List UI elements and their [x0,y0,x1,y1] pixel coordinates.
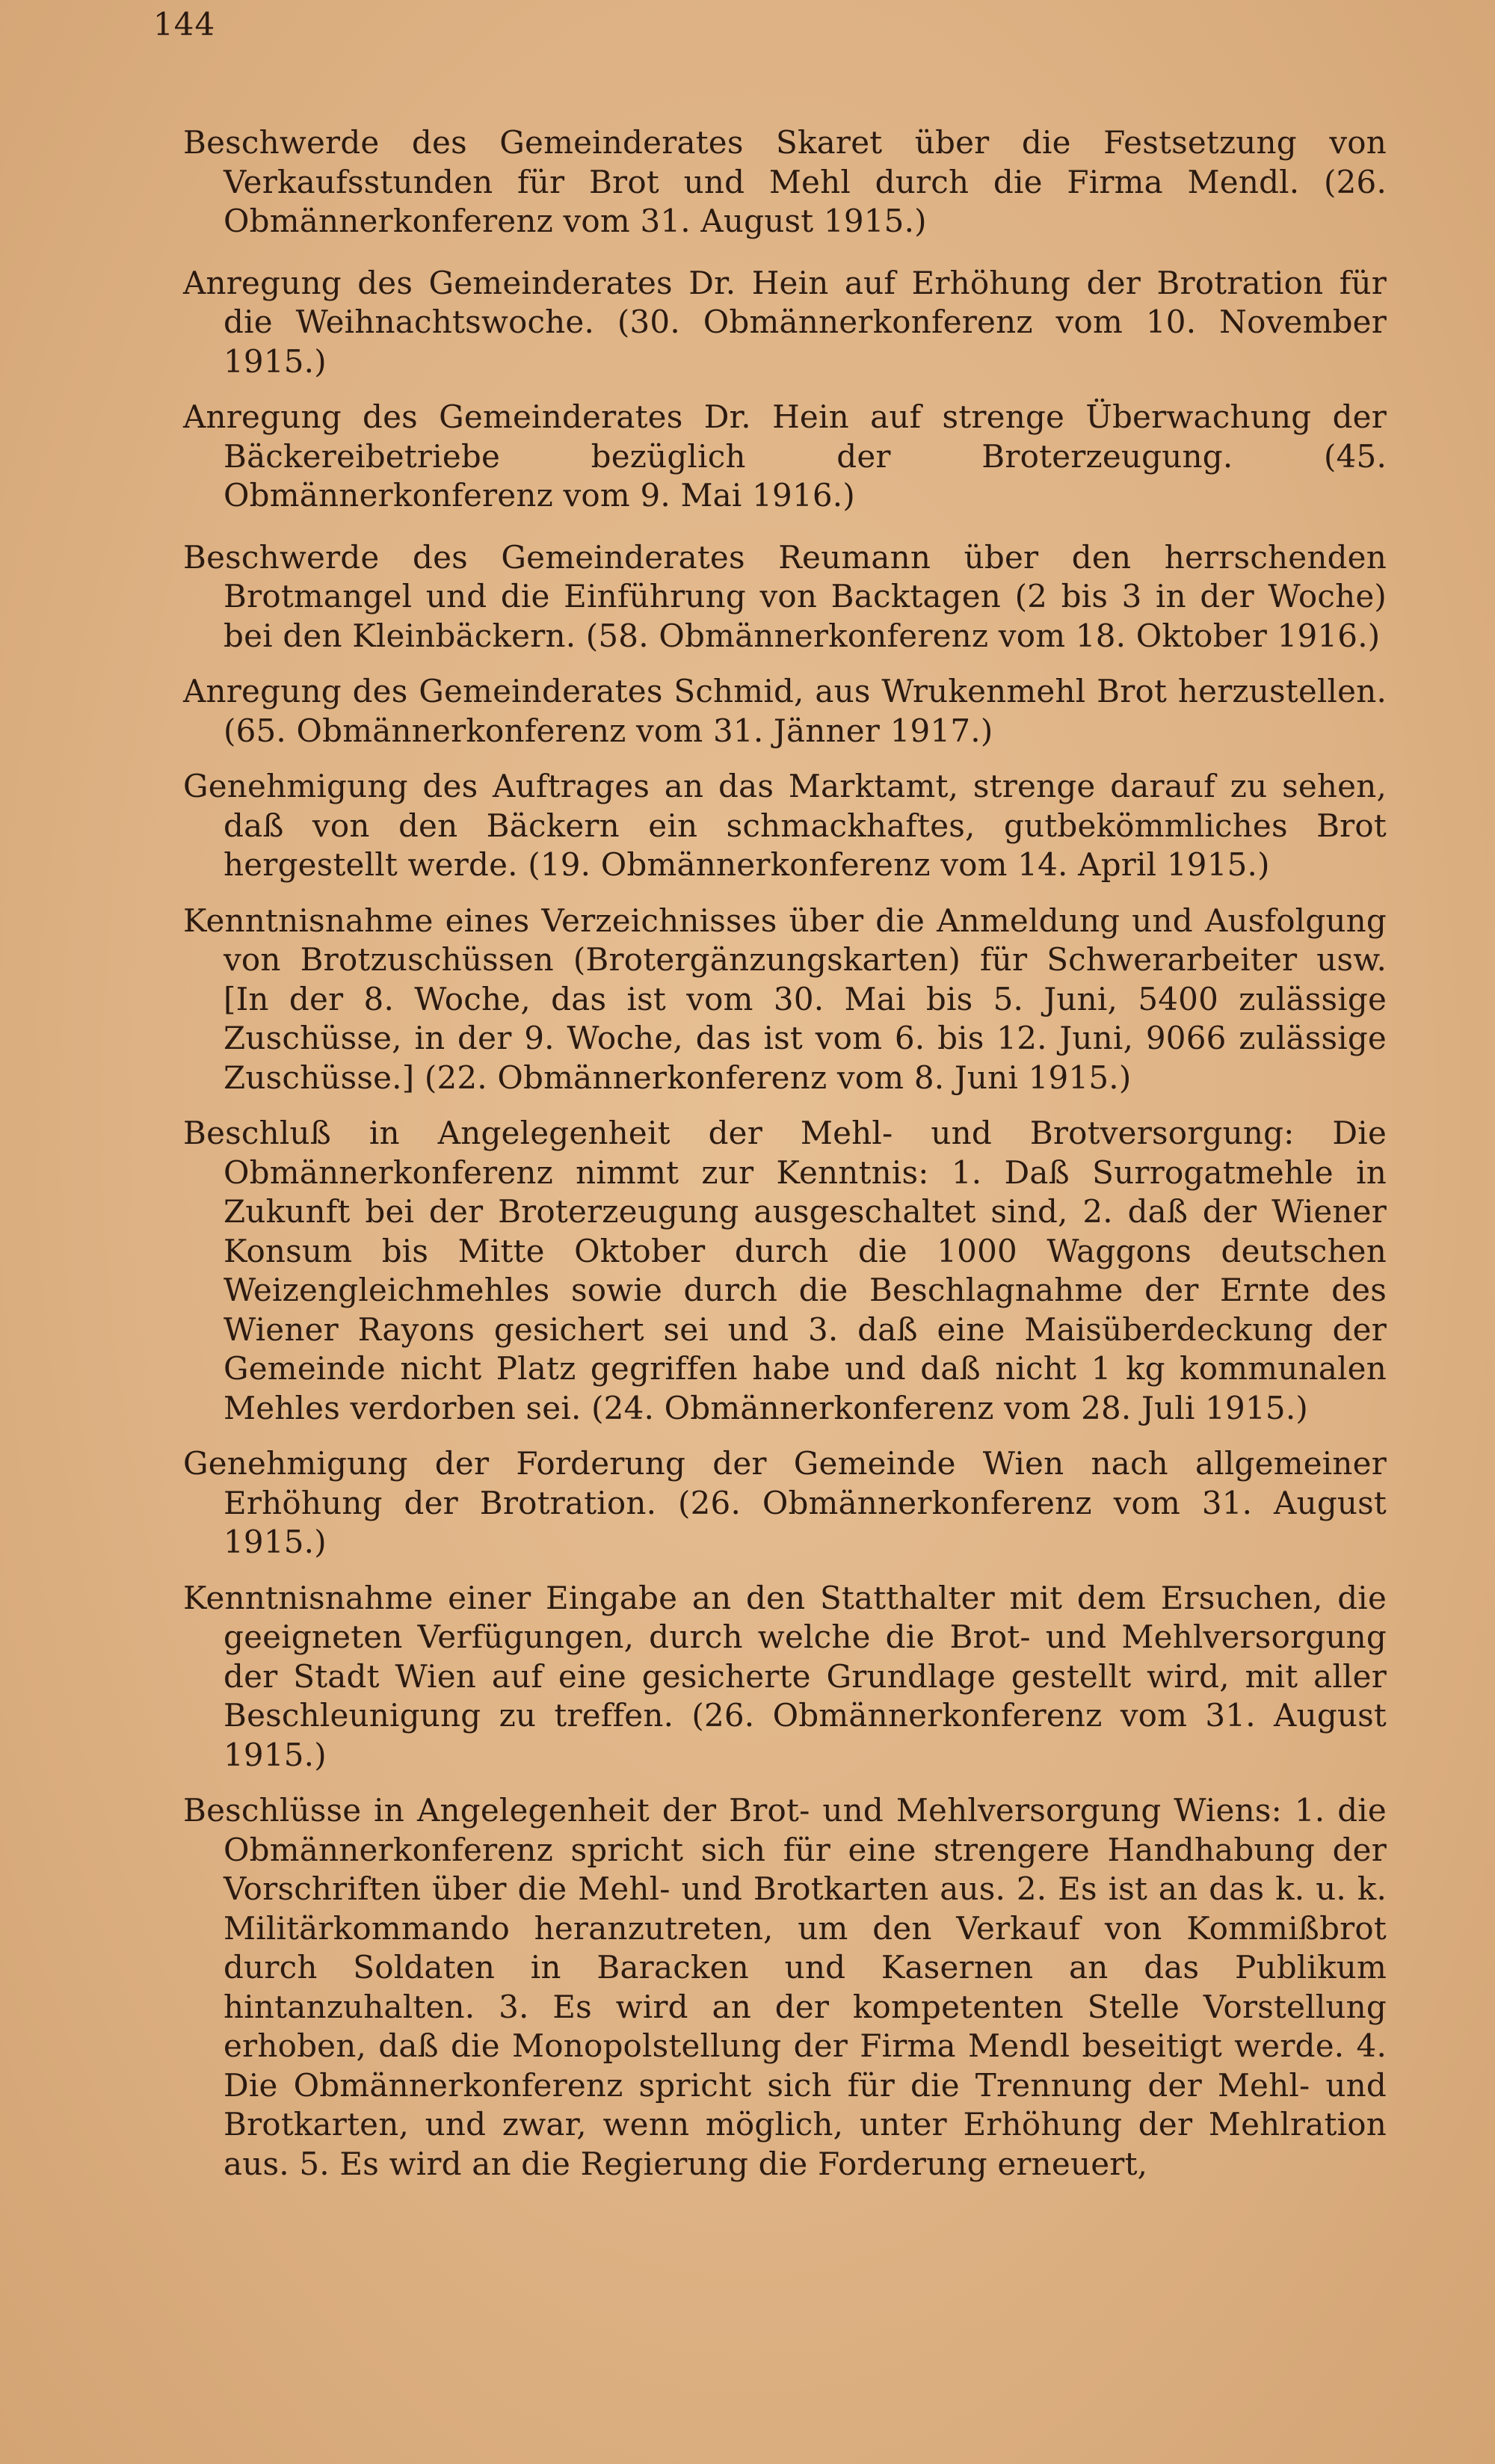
page-number: 144 [153,6,216,43]
entry-10: Kenntnisnahme einer Eingabe an den Statthalter mit dem Ersuchen, die geeigneten Verfügungen, durch welche die Brot- und Mehlversorgung der Stadt Wien auf eine gesicherte Grundlage gestellt wird, mit aller Beschleunigung zu treffen. (26. Obmännerkonferenz vom 31. August 1915.) [183,1579,1387,1773]
entry-8: Beschluß in Angelegenheit der Mehl- und Brotversorgung: Die Obmännerkonferenz nimmt zur Kenntnis: 1. Daß Surrogatmehle in Zukunft bei der Broterzeugung ausgeschaltet sind, 2. daß der Wiener Konsum bis Mitte Oktober durch die 1000 Waggons deutschen Weizengleichmehles sowie durch die Beschlagnahme der Ernte des Wiener Rayons gesichert sei und 3. daß eine Maisüberdeckung der Gemeinde nicht Platz gegriffen habe und daß nicht 1 kg kommunalen Mehles verdorben sei. (24. Obmännerkonferenz vom 28. Juli 1915.) [183,1115,1387,1426]
entry-11: Beschlüsse in Angelegenheit der Brot- und Mehlversorgung Wiens: 1. die Obmännerkonferenz spricht sich für eine strengere Handhabung der Vorschriften über die Mehl- und Brotkarten aus. 2. Es ist an das k. u. k. Militärkommando heranzutreten, um den Verkauf von Kommißbrot durch Soldaten in Baracken und Kasernen an das Publikum hintanzuhalten. 3. Es wird an der kompetenten Stelle Vorstellung erhoben, daß die Monopolstellung der Firma Mendl beseitigt werde. 4. Die Obmännerkonferenz spricht sich für die Trennung der Mehl- und Brotkarten, und zwar, wenn möglich, unter Erhöhung der Mehlration aus. 5. Es wird an die Regierung die Forderung erneuert, [183,1792,1387,2182]
entry-9: Genehmigung der Forderung der Gemeinde Wien nach allgemeiner Erhöhung der Brotration. (26. Obmännerkonferenz vom 31. August 1915.) [183,1445,1387,1560]
entry-7: Kenntnisnahme eines Verzeichnisses über die Anmeldung und Ausfolgung von Brotzuschüssen (Brotergänzungskarten) für Schwerarbeiter usw. [In der 8. Woche, das ist vom 30. Mai bis 5. Juni, 5400 zulässige Zuschüsse, in der 9. Woche, das ist vom 6. bis 12. Juni, 9066 zulässige Zuschüsse.] (22. Obmännerkonferenz vom 8. Juni 1915.) [183,902,1387,1096]
entry-list [183,123,1387,2200]
entry-5: Anregung des Gemeinderates Schmid, aus Wrukenmehl Brot herzustellen. (65. Obmännerkonferenz vom 31. Jänner 1917.) [183,673,1387,749]
entry-3: Anregung des Gemeinderates Dr. Hein auf strenge Überwachung der Bäckereibetriebe bezüglich der Broterzeugung. (45. Obmännerkonferenz vom 9. Mai 1916.) [183,398,1387,514]
entry-1: Beschwerde des Gemeinderates Skaret über die Festsetzung von Verkaufsstunden für Brot und Mehl durch die Firma Mendl. (26. Obmännerkonferenz vom 31. August 1915.) [183,124,1387,239]
entry-4: Beschwerde des Gemeinderates Reumann über den herrschenden Brotmangel und die Einführung von Backtagen (2 bis 3 in der Woche) bei den Kleinbäckern. (58. Obmännerkonferenz vom 18. Oktober 1916.) [183,538,1387,654]
entry-2: Anregung des Gemeinderates Dr. Hein auf Erhöhung der Brotration für die Weihnachtswoche. (30. Obmännerkonferenz vom 10. November 1915.) [183,264,1387,380]
entry-6: Genehmigung des Auftrages an das Marktamt, strenge darauf zu sehen, daß von den Bäckern ein schmackhaftes, gutbekömmliches Brot hergestellt werde. (19. Obmännerkonferenz vom 14. April 1915.) [183,768,1387,883]
